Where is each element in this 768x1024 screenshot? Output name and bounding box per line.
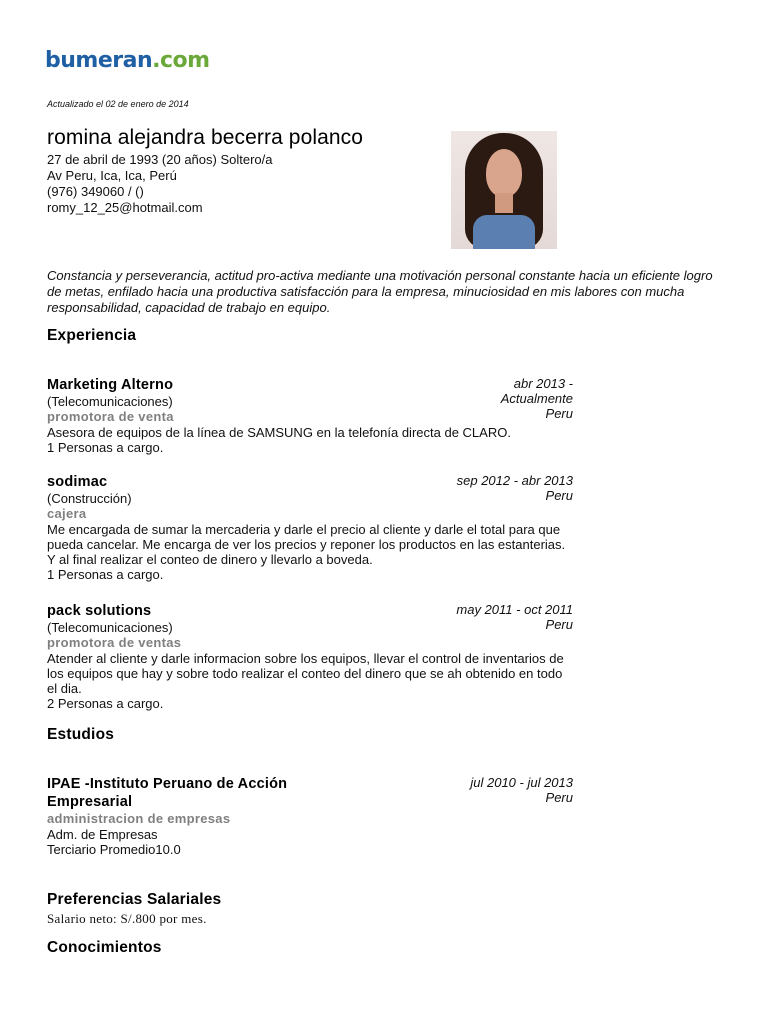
job-description: Asesora de equipos de la línea de SAMSUNG en la telefonía directa de CLARO. <box>47 425 511 440</box>
institution-name: IPAE -Instituto Peruano de Acción Empresarial <box>47 776 288 810</box>
bumeran-logo[interactable] <box>45 47 210 75</box>
people-in-charge: 2 Personas a cargo. <box>47 696 164 711</box>
period: sep 2012 - abr 2013 <box>456 473 573 488</box>
job-title: promotora de ventas <box>47 635 182 650</box>
country: Peru <box>545 406 573 421</box>
people-in-charge: 1 Personas a cargo. <box>47 440 164 455</box>
company-name: Marketing Alterno <box>47 377 174 393</box>
email[interactable]: romy_12_25@hotmail.com <box>47 200 203 215</box>
period-location <box>413 473 573 503</box>
period: may 2011 - oct 2011 <box>456 602 573 617</box>
company-name: pack solutions <box>47 603 152 619</box>
country: Peru <box>545 488 573 503</box>
candidate-name: romina alejandra becerra polanco <box>47 126 364 149</box>
country: Peru <box>545 617 573 632</box>
period: jul 2010 - jul 2013 <box>470 775 573 790</box>
photo-face-shape <box>486 149 522 197</box>
knowledge-heading: Conocimientos <box>47 939 162 956</box>
photo-neck-shape <box>495 193 513 213</box>
job-description: Me encargada de sumar la mercaderia y darle el precio al cliente y darle el total para que pueda cancelar. Me encarga de ver los precios y reponer los productos en las estanterias. Y al final realizar el conteo de dinero y llevarlo a boveda. <box>47 522 566 567</box>
period-location <box>413 376 573 421</box>
phone: (976) 349060 / () <box>47 184 144 199</box>
period-location <box>413 775 573 805</box>
job-title: promotora de venta <box>47 409 174 424</box>
industry: (Telecomunicaciones) <box>47 394 173 409</box>
education-entry <box>47 775 573 857</box>
education-heading: Estudios <box>47 726 115 743</box>
updated-date: Actualizado el 02 de enero de 2014 <box>47 99 189 109</box>
logo-text-com: .com <box>152 48 210 73</box>
job-title: cajera <box>47 506 87 521</box>
period-start: abr 2013 - <box>513 376 573 391</box>
job-description: Atender al cliente y darle informacion sobre los equipos, llevar el control de inventarios de los equipos que hay y sobre todo realizar el conteo del dinero que se ah obtenido en todo el dia. <box>47 651 564 696</box>
study-field: administracion de empresas <box>47 811 231 826</box>
profile-photo <box>451 131 557 249</box>
experience-entry <box>47 376 573 455</box>
degree: Adm. de Empresas <box>47 827 158 842</box>
salary-value: Salario neto: S/.800 por mes. <box>47 911 207 926</box>
period-location <box>413 602 573 632</box>
company-name: sodimac <box>47 474 108 490</box>
contact-block <box>47 152 273 216</box>
experience-entry <box>47 473 573 582</box>
country: Peru <box>545 790 573 805</box>
period-end: Actualmente <box>500 391 573 406</box>
salary-heading: Preferencias Salariales <box>47 891 222 908</box>
experience-entry <box>47 602 573 711</box>
profile-summary: Constancia y perseverancia, actitud pro-activa mediante una motivación personal constante hacia un eficiente logro de metas, enfilado hacia una productiva satisfacción para la empresa, minuciosidad en mis labores con mucha responsabilidad, capacidad de trabajo en equipo. <box>47 268 713 315</box>
industry: (Construcción) <box>47 491 132 506</box>
birth-info: 27 de abril de 1993 (20 años) Soltero/a <box>47 152 273 167</box>
photo-clothing-shape <box>473 215 535 249</box>
logo-text-bumeran: bumeran <box>45 48 153 73</box>
industry: (Telecomunicaciones) <box>47 620 173 635</box>
education-level: Terciario Promedio10.0 <box>47 842 181 857</box>
address: Av Peru, Ica, Ica, Perú <box>47 168 177 183</box>
people-in-charge: 1 Personas a cargo. <box>47 567 164 582</box>
experience-heading: Experiencia <box>47 327 137 344</box>
